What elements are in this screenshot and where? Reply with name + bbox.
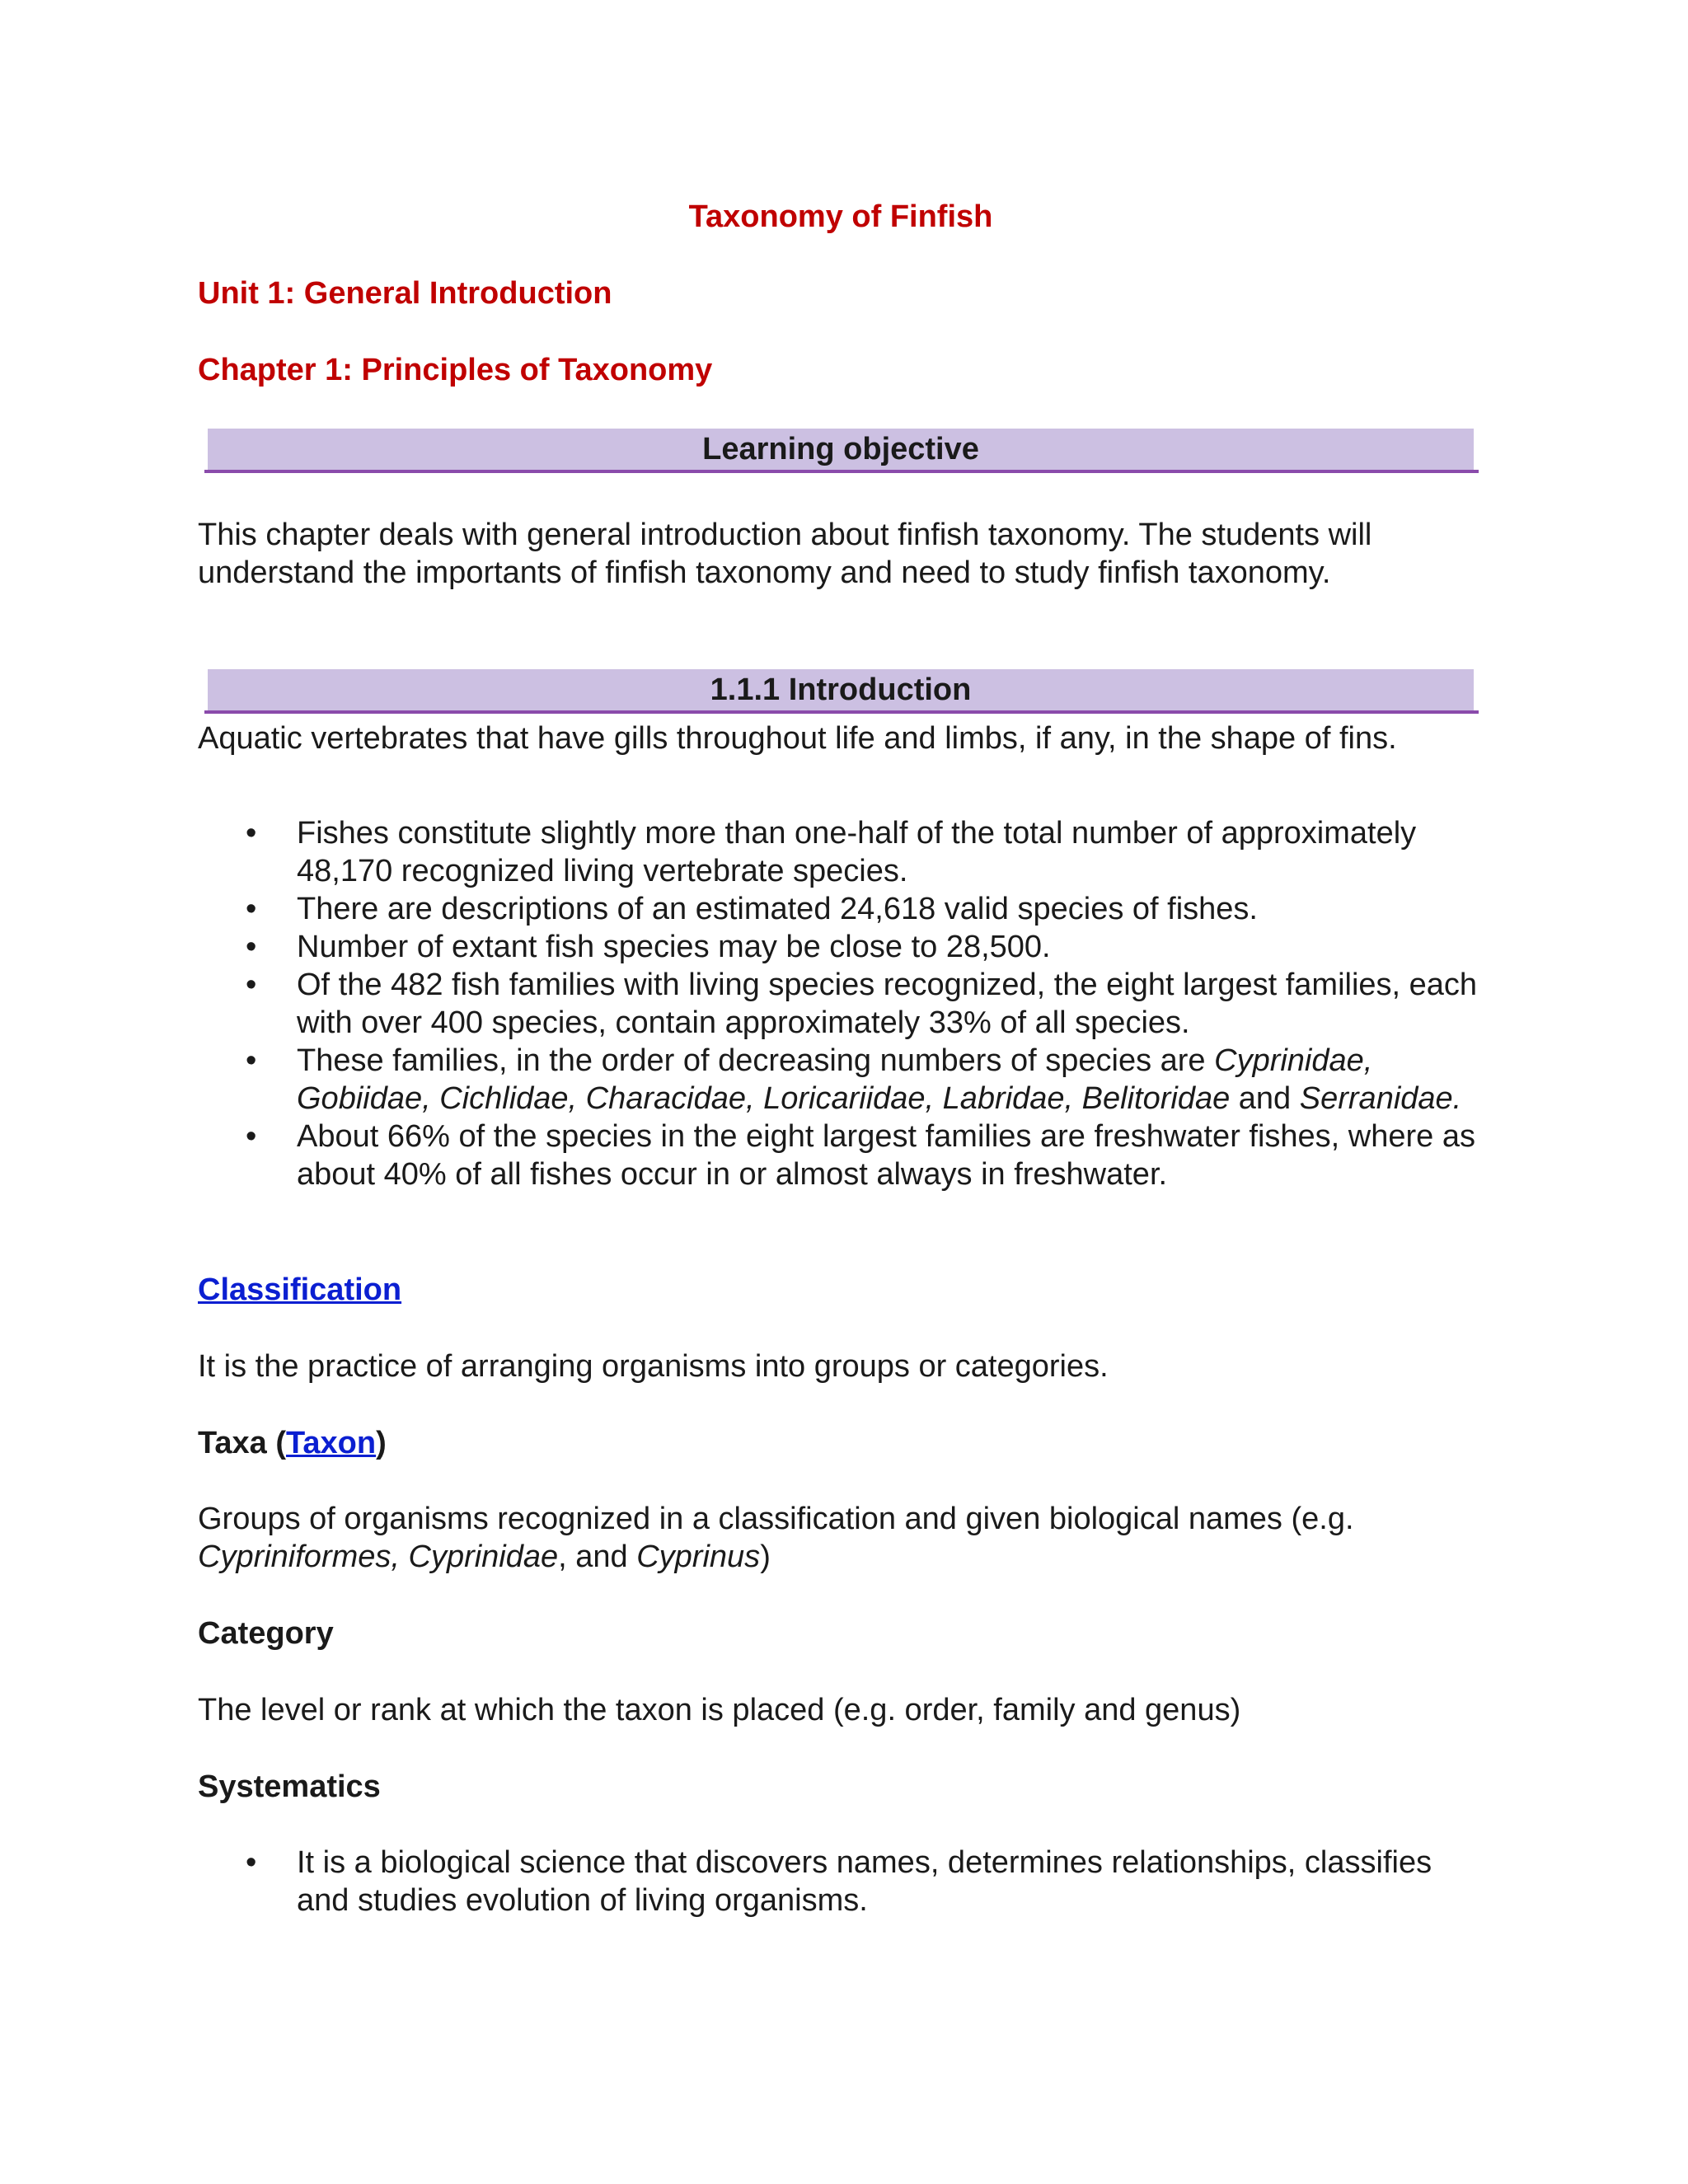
fish-definition: Aquatic vertebrates that have gills throughout life and limbs, if any, in the shape of fins. (198, 721, 1397, 756)
systematics-heading: Systematics (198, 1769, 381, 1804)
classification-link[interactable]: Classification (198, 1272, 402, 1307)
taxa-heading (198, 1424, 1484, 1462)
learning-objective-text: This chapter deals with general introduction about finfish taxonomy. The students will understand the importants of finfish taxonomy and need to study finfish taxonomy. (198, 518, 1372, 590)
taxa-text-prefix: Groups of organisms recognized in a classification and given biological names (e.g. (198, 1502, 1354, 1536)
classification-text: It is the practice of arranging organisms into groups or categories. (198, 1349, 1109, 1384)
last-family-italic: Serranidae. (1299, 1081, 1462, 1116)
taxa-example-1: Cypriniformes, Cyprinidae (198, 1540, 559, 1574)
taxa-example-2: Cyprinus (636, 1540, 761, 1574)
fish-facts-list (198, 814, 1484, 1193)
list-item: • It is a biological science that discovers names, determines relationships, classifies and studies evolution of living organisms. (198, 1844, 1484, 1919)
introduction-rule (204, 710, 1479, 714)
list-item: • There are descriptions of an estimated 24,618 valid species of fishes. (198, 890, 1484, 928)
taxa-text-suffix: ) (760, 1540, 771, 1574)
document-title: Taxonomy of Finfish (688, 199, 993, 234)
taxon-link[interactable]: Taxon (286, 1426, 377, 1460)
families-and: and (1230, 1081, 1300, 1116)
learning-objective-rule (204, 470, 1479, 473)
taxa-example-sep: , and (558, 1540, 637, 1574)
chapter-title: Chapter 1: Principles of Taxonomy (198, 353, 713, 387)
learning-objective-heading: Learning objective (208, 429, 1474, 470)
families-italic: Cyprinidae, Gobiidae, Cichlidae, Characidae, Loricariidae, Labridae, Belitoridae (297, 1043, 1373, 1116)
taxa-close: ) (376, 1426, 387, 1460)
list-item: • Of the 482 fish families with living species recognized, the eight largest families, each with over 400 species, contain approximately 33% of all species. (198, 966, 1484, 1042)
introduction-heading: 1.1.1 Introduction (208, 669, 1474, 710)
list-item: • Fishes constitute slightly more than one-half of the total number of approximately 48,170 recognized living vertebrate species. (198, 814, 1484, 890)
category-heading: Category (198, 1616, 334, 1651)
list-item: • Number of extant fish species may be close to 28,500. (198, 928, 1484, 966)
families-prefix: These families, in the order of decreasing numbers of species are (297, 1043, 1215, 1078)
category-text: The level or rank at which the taxon is placed (e.g. order, family and genus) (198, 1693, 1241, 1727)
taxa-text (198, 1500, 1484, 1576)
list-item: • About 66% of the species in the eight largest families are freshwater fishes, where as about 40% of all fishes occur in or almost always in freshwater. (198, 1118, 1484, 1193)
list-item (198, 1042, 1484, 1118)
unit-title: Unit 1: General Introduction (198, 276, 612, 311)
systematics-list (198, 1844, 1484, 1919)
taxa-label: Taxa ( (198, 1426, 287, 1460)
